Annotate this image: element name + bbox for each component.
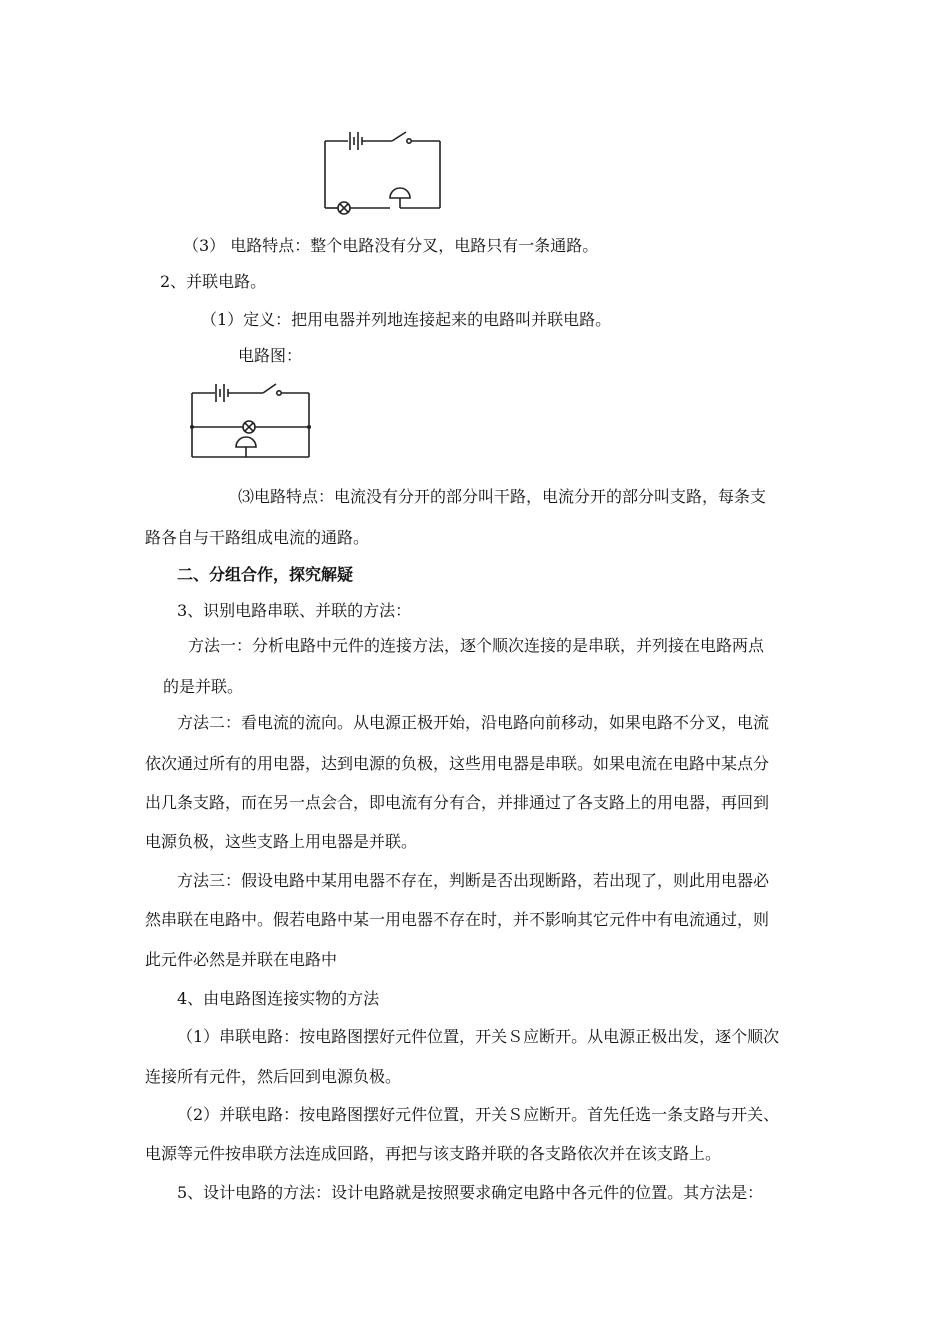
battery-icon	[350, 132, 362, 150]
identify-heading: 3、识别电路串联、并联的方法：	[177, 601, 412, 620]
diagram-label: 电路图：	[238, 346, 303, 365]
method2-line3: 出几条支路，而在另一点会合，即电流有分有合，并排通过了各支路上的用电器，再回到	[145, 793, 770, 812]
connect-series-line2: 连接所有元件，然后回到电源负极。	[145, 1067, 402, 1086]
method2-line4: 电源负极，这些支路上用电器是并联。	[145, 832, 418, 851]
method3-line2: 然串联在电路中。假若电路中某一用电器不存在时，并不影响其它元件中有电流通过，则	[145, 910, 770, 929]
method2-line1: 方法二：看电流的流向。从电源正极开始，沿电路向前移动，如果电路不分叉，电流	[177, 713, 770, 732]
section-heading: 二、分组合作，探究解疑	[177, 565, 354, 584]
method2-line2: 依次通过所有的用电器，达到电源的负极，这些用电器是串联。如果电流在电路中某点分	[145, 754, 770, 773]
parallel-feature-line1: ⑶电路特点：电流没有分开的部分叫干路，电流分开的部分叫支路，每条支	[238, 487, 767, 506]
method3-line1: 方法三：假设电路中某用电器不存在，判断是否出现断路，若出现了，则此用电器必	[177, 871, 770, 890]
connect-parallel-line2: 电源等元件按串联方法连成回路，再把与该支路并联的各支路依次并在该支路上。	[145, 1144, 722, 1163]
method1-line2: 的是并联。	[163, 677, 244, 696]
junction-dot	[190, 425, 194, 429]
connect-heading: 4、由电路图连接实物的方法	[177, 989, 380, 1008]
lamp-icon	[243, 421, 255, 433]
series-feature: （3） 电路特点：整个电路没有分叉，电路只有一条通路。	[183, 236, 599, 255]
parallel-definition: （1）定义：把用电器并列地连接起来的电路叫并联电路。	[201, 310, 612, 329]
junction-dot	[307, 425, 311, 429]
battery-icon	[216, 384, 228, 402]
method1-line1: 方法一：分析电路中元件的连接方法，逐个顺次连接的是串联，并列接在电路两点	[188, 636, 765, 655]
series-circuit-diagram	[320, 128, 450, 218]
parallel-heading: 2、并联电路。	[160, 272, 267, 291]
parallel-feature-line2: 路各自与干路组成电流的通路。	[145, 528, 370, 547]
lamp-icon	[338, 202, 350, 214]
switch-icon	[263, 384, 281, 395]
bell-icon	[390, 188, 410, 208]
method3-line3: 此元件必然是并联在电路中	[145, 950, 338, 969]
connect-series-line1: （1）串联电路：按电路图摆好元件位置，开关Ｓ应断开。从电源正极出发，逐个顺次	[177, 1027, 780, 1046]
connect-parallel-line1: （2）并联电路：按电路图摆好元件位置，开关Ｓ应断开。首先任选一条支路与开关、	[177, 1105, 780, 1124]
bell-icon	[236, 437, 256, 457]
parallel-circuit-diagram	[188, 380, 318, 460]
switch-icon	[392, 132, 411, 143]
design-line1: 5、设计电路的方法：设计电路就是按照要求确定电路中各元件的位置。其方法是：	[177, 1183, 764, 1202]
